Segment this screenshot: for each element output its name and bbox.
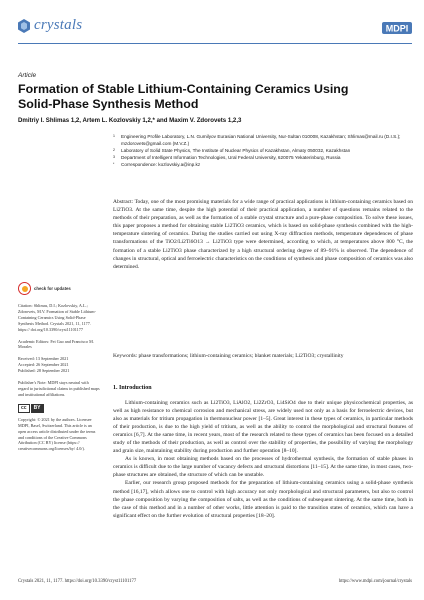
journal-header bbox=[18, 13, 412, 53]
journal-logo bbox=[18, 17, 82, 34]
intro-paragraph: Earlier, our research group proposed methods for the preparation of lithium-containing ceramics using a solid-phase synthesis method [16,17], which allows one to control with high accuracy not only morphological and structural parameters, but also to control the phase composition by varying the composition of salts, as well as the conditions of subsequent sintering. At the same time, both in the case of this method and in a number of other works, little attention is paid to the transition states of ceramics, which can have a significant effect on the further evolution of structural properties [18–20]. bbox=[113, 480, 413, 519]
sidebar bbox=[18, 282, 100, 458]
crystals-logo-icon bbox=[18, 19, 30, 33]
intro-paragraph: As is known, in most obtaining methods based on the processes of hydrothermal synthesis, the formation of stable phases in ceramics is difficult due to the large number of vacancy defects and structural distortions [11–15]. At the same time, in most cases, two-phase structures are obtained, the structure of which can be unstable. bbox=[113, 456, 413, 479]
introduction-body bbox=[113, 399, 413, 520]
abstract: Abstract: Today, one of the most promising materials for a wide range of practical applications is lithium-containing ceramics based on Li2TiO3. At the same time, despite the high potential of their practical application, a number of questions remains related to the methods of their preparation, as well as the formation of a stable crystal structure and a pure-phase composition. To solve these issues, this paper proposes a method for obtaining stable Li2TiO3 ceramics, which is based on solid-phase synthesis combined with the high-temperature sintering of ceramics. During the studies carried out using X-ray diffraction methods, temperature dependences of phase transformations of the TiO2/Li2Ti6O13 → Li2TiO3 type were determined, according to which, at temperatures above 800 °C, the formation of a stable Li2TiO3 phase characterized by a high structural ordering degree of 89–91% is observed. The dependence of changes in structural, optical and ferroelectric characteristics on the conditions of synthesis and phase composition of ceramics was also determined. bbox=[113, 199, 413, 270]
academic-editors: Academic Editors: Fei Gao and Francisco M. Morales bbox=[18, 338, 94, 350]
mdpi-logo-icon bbox=[382, 21, 412, 35]
affiliation-2: 2 Laboratory of Solid State Physics, The Institute of Nuclear Physics of Kazakhstan, Almaty 050032, Kazakhstan bbox=[113, 147, 351, 153]
correspondence: * Correspondence: kozlovskiy.a@inp.kz bbox=[113, 161, 201, 167]
mdpi-logo-text: MDPI bbox=[385, 23, 409, 34]
footer-website[interactable]: https://www.mdpi.com/journal/crystals bbox=[338, 579, 412, 584]
published-date: Published: 28 September 2021 bbox=[18, 368, 70, 374]
author-list: Dmitriy I. Shlimas 1,2, Artem L. Kozlovskiy 1,2,* and Maxim V. Zdorovets 1,2,3 bbox=[18, 117, 242, 124]
publisher-note: Publisher's Note: MDPI stays neutral with regard to jurisdictional claims in published maps and institutional affiliations. bbox=[18, 380, 100, 397]
dates bbox=[18, 356, 100, 374]
journal-name: crystals bbox=[34, 17, 83, 33]
by-icon: BY bbox=[31, 404, 44, 413]
affiliation-1: 1 Engineering Profile Laboratory, L.N. Gumilyov Eurasian National University, Nur-Sultan 010008, Kazakhstan; Shlimas@mail.ru (D.I.S.); mzdorovets@gmail.com (M.V.Z.) bbox=[113, 133, 401, 146]
copyright: Copyright: © 2021 by the authors. Licensee MDPI, Basel, Switzerland. This article is an open access article distributed under the terms and conditions of the Creative Commons Attribution (CC BY) license (https:// creativecommons.org/licenses/by/ 4.0/). bbox=[18, 416, 96, 452]
article-type: Article bbox=[18, 72, 37, 79]
footer-citation[interactable]: Crystals 2021, 11, 1177. https://doi.org/10.3390/cryst11101177 bbox=[18, 579, 137, 584]
paper-title: Formation of Stable Lithium-Containing Ceramics Using Solid-Phase Synthesis Method bbox=[18, 82, 349, 111]
affiliations bbox=[113, 133, 413, 168]
received-date: Received: 13 September 2021 bbox=[18, 356, 69, 362]
check-updates-icon bbox=[18, 282, 31, 295]
header-rule bbox=[18, 43, 412, 44]
check-for-updates-button[interactable]: check for updates bbox=[18, 282, 100, 295]
intro-paragraph: Lithium-containing ceramics such as Li2TiO3, LiAlO2, Li2ZrO3, Li4SiO4 due to their unique physicochemical properties, as well as high resistance to chemical corrosion and mechanical stress, are widely used not only as a basis for ferroelectric devices, but also as materials for tritium propagation in thermonuclear power [1–5]. Great interest in these types of ceramics, in particular methods of their production, is due to the high yield of tritium, as well as the ability to control the morphological and structural features of ceramics [6,7]. At the same time, in recent years, most of the research related to these types of ceramics has been focused on a detailed study of the methods of their production, as well as control over the stability of properties, the possibility of varying the morphology and grain size, maintaining stability during production and further operation [8–10]. bbox=[113, 400, 413, 455]
section-heading-introduction: 1. Introduction bbox=[113, 385, 152, 391]
keywords: Keywords: phase transformations; lithium-containing ceramics; blanket materials; Li2TiO3; crystallinity bbox=[113, 353, 344, 359]
affiliation-3: 3 Department of Intelligent Information Technologies, Ural Federal University, 620075 Yekaterinburg, Russia bbox=[113, 154, 341, 160]
cc-by-license-icon[interactable] bbox=[18, 404, 100, 413]
cc-icon: cc bbox=[18, 404, 30, 413]
citation: Citation: Shlimas, D.I.; Kozlovskiy, A.L.; Zdorovets, M.V. Formation of Stable Lithium-Containing Ceramics Using Solid-Phase Synthesis Method. Crystals 2021, 11, 1177. https:// doi.org/10.3390/cryst11101177 bbox=[18, 303, 96, 332]
accepted-date: Accepted: 26 September 2021 bbox=[18, 362, 69, 368]
